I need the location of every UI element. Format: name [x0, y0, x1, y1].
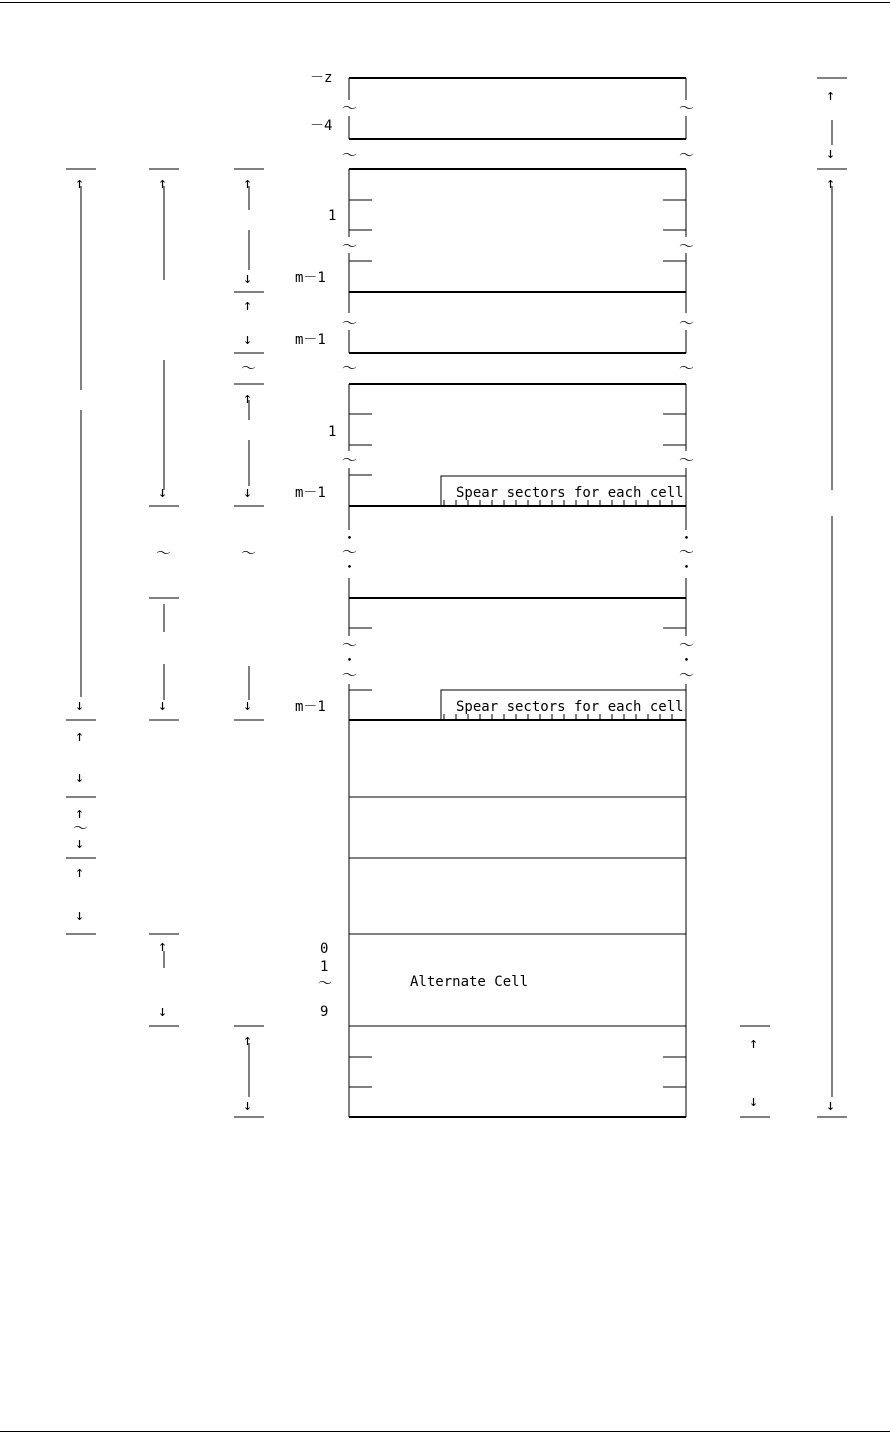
spear-sector-caption: Spear sectors for each cell	[456, 485, 684, 501]
row-label: m－1	[295, 485, 326, 501]
up-arrow-icon: ↑	[826, 86, 836, 104]
tilde-icon: ～	[241, 544, 257, 562]
down-arrow-icon: ↓	[749, 1092, 759, 1110]
down-arrow-icon: ↓	[243, 269, 253, 287]
break-mark: ～	[679, 99, 695, 117]
dimension-arrows-e	[826, 86, 835, 1114]
dimension-column-e	[817, 78, 847, 1117]
up-arrow-icon: ↑	[75, 863, 85, 881]
down-arrow-icon: ↓	[826, 1096, 836, 1114]
row-label: ～	[318, 976, 332, 992]
column-break-marks	[342, 99, 694, 684]
break-mark: ～	[342, 314, 358, 332]
down-arrow-icon: ↓	[158, 1002, 168, 1020]
break-mark: ～	[342, 543, 358, 561]
up-arrow-icon: ↑	[826, 174, 836, 192]
break-mark: ～	[342, 666, 358, 684]
row-label: m－1	[295, 699, 326, 715]
dimension-arrows-b	[156, 174, 171, 1020]
break-mark: ・	[679, 529, 695, 547]
dimension-column-b	[149, 169, 179, 1026]
tilde-icon: ～	[156, 544, 172, 562]
break-mark: ・	[342, 558, 358, 576]
dimension-arrows-d	[749, 1034, 758, 1110]
break-mark: ・	[342, 529, 358, 547]
tilde-icon: ～	[241, 359, 257, 377]
alternate-cell-label: Alternate Cell	[410, 974, 529, 990]
down-arrow-icon: ↓	[243, 330, 253, 348]
up-arrow-icon: ↑	[158, 937, 168, 955]
row-label: 9	[320, 1004, 329, 1020]
break-mark: ～	[679, 666, 695, 684]
break-mark: ～	[342, 451, 358, 469]
break-mark: ～	[679, 237, 695, 255]
break-mark: ～	[679, 146, 695, 164]
break-mark: ～	[342, 636, 358, 654]
row-label: 1	[320, 959, 329, 975]
up-arrow-icon: ↑	[75, 804, 85, 822]
break-mark: ・	[679, 558, 695, 576]
row-label: 0	[320, 941, 329, 957]
up-arrow-icon: ↑	[75, 174, 85, 192]
spear-sector-caption: Spear sectors for each cell	[456, 699, 684, 715]
row-label: －4	[310, 118, 333, 134]
up-arrow-icon: ↑	[243, 389, 253, 407]
up-arrow-icon: ↑	[243, 296, 253, 314]
break-mark: ～	[342, 237, 358, 255]
row-label: m－1	[295, 332, 326, 348]
up-arrow-icon: ↑	[749, 1034, 759, 1052]
down-arrow-icon: ↓	[158, 696, 168, 714]
dimension-arrows-c	[241, 174, 256, 1114]
break-mark: ～	[342, 359, 358, 377]
main-column	[349, 78, 686, 1117]
up-arrow-icon: ↑	[243, 174, 253, 192]
down-arrow-icon: ↓	[243, 1096, 253, 1114]
break-mark: ～	[679, 636, 695, 654]
row-labels	[295, 70, 336, 1020]
row-label: －z	[310, 70, 333, 86]
down-arrow-icon: ↓	[243, 696, 253, 714]
down-arrow-icon: ↓	[75, 768, 85, 786]
down-arrow-icon: ↓	[243, 483, 253, 501]
break-mark: ～	[679, 451, 695, 469]
down-arrow-icon: ↓	[75, 696, 85, 714]
down-arrow-icon: ↓	[158, 483, 168, 501]
up-arrow-icon: ↑	[75, 727, 85, 745]
row-label: m－1	[295, 270, 326, 286]
break-mark: ～	[679, 314, 695, 332]
row-label: 1	[328, 208, 337, 224]
tilde-icon: ～	[73, 819, 89, 837]
up-arrow-icon: ↑	[243, 1031, 253, 1049]
row-label: 1	[328, 424, 337, 440]
down-arrow-icon: ↓	[75, 906, 85, 924]
up-arrow-icon: ↑	[158, 174, 168, 192]
down-arrow-icon: ↓	[75, 834, 85, 852]
break-mark: ～	[342, 146, 358, 164]
break-mark: ～	[679, 359, 695, 377]
break-mark: ・	[342, 651, 358, 669]
down-arrow-icon: ↓	[826, 144, 836, 162]
break-mark: ・	[679, 651, 695, 669]
break-mark: ～	[342, 99, 358, 117]
break-mark: ～	[679, 543, 695, 561]
